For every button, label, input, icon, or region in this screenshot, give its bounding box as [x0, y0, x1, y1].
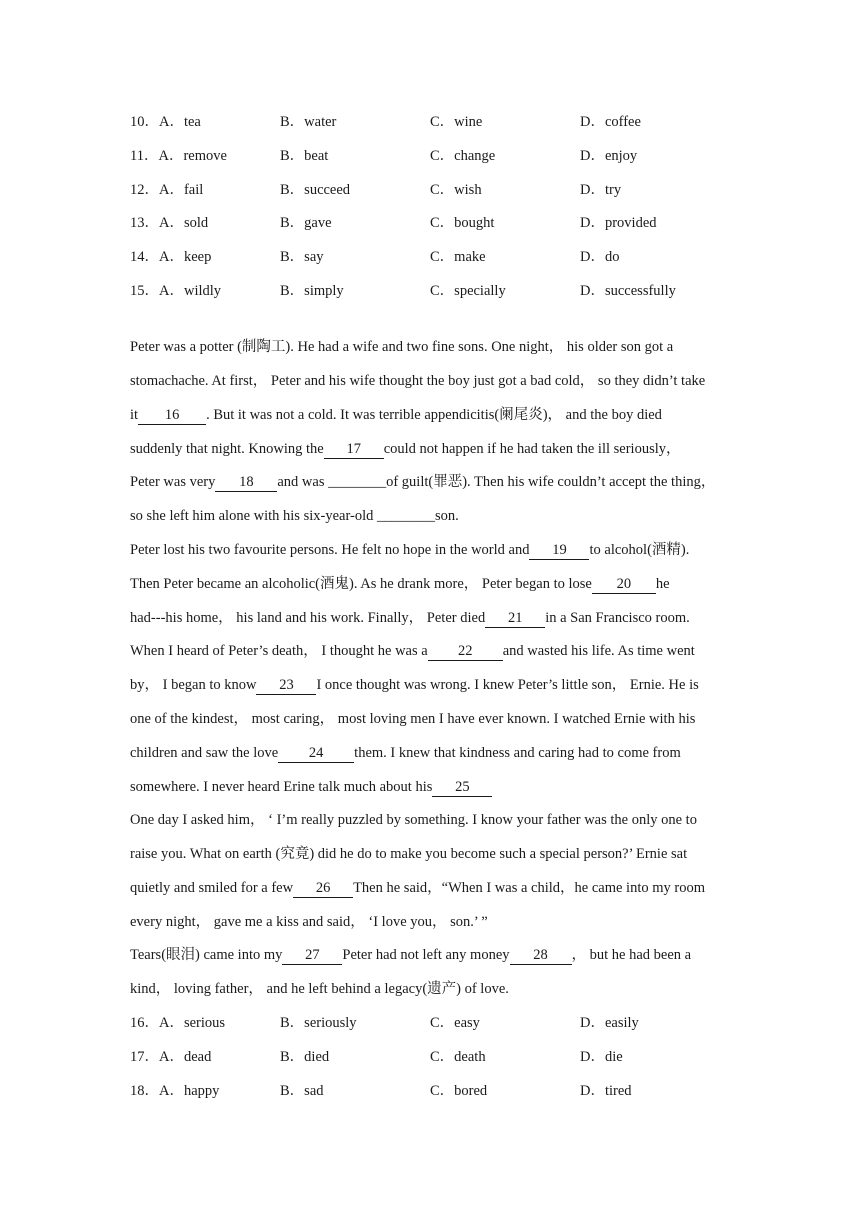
passage-line: suddenly that night. Knowing the 17 could not happen if he had taken the ill seriously，	[130, 441, 681, 457]
option-b: B．succeed	[280, 182, 351, 198]
option-d: D．do	[580, 249, 620, 265]
blank-19[interactable]: 19	[529, 542, 589, 560]
blank-25[interactable]: 25	[432, 779, 492, 797]
question-options-15	[130, 281, 750, 301]
blank-24[interactable]: 24	[278, 745, 354, 763]
option-b: B．died	[280, 1049, 330, 1065]
option-d: D．tired	[580, 1083, 632, 1099]
option-d: D．coffee	[580, 114, 641, 130]
blank-26[interactable]: 26	[293, 880, 353, 898]
question-options-14	[130, 247, 750, 267]
option-c: C．bought	[430, 215, 495, 231]
option-b: B．sad	[280, 1083, 324, 1099]
option-a: 11．A．remove	[130, 148, 227, 164]
passage-line: had---his home， his land and his work. Finally， Peter died 21 in a San Francisco room.	[130, 610, 690, 626]
passage-line: Then Peter became an alcoholic(酒鬼). As he drank more， Peter began to lose 20 he	[130, 576, 670, 592]
option-d: D．try	[580, 182, 622, 198]
option-c: C．make	[430, 249, 486, 265]
blank-20[interactable]: 20	[592, 576, 656, 594]
option-d: D．enjoy	[580, 148, 638, 164]
question-options-16	[130, 1013, 750, 1033]
passage-line: by， I began to know 23 I once thought was wrong. I knew Peter’s little son， Ernie. He is	[130, 677, 699, 693]
option-a: 13．A．sold	[130, 215, 209, 231]
option-b: B．beat	[280, 148, 329, 164]
option-a: 16．A．serious	[130, 1015, 226, 1031]
blank-18[interactable]: 18	[215, 474, 277, 492]
option-b: B．seriously	[280, 1015, 357, 1031]
passage-line: Peter was very 18 and was ________of guilt(罪恶). Then his wife couldn’t accept the thing，	[130, 474, 716, 490]
question-options-13	[130, 213, 750, 233]
option-d: D．die	[580, 1049, 623, 1065]
passage-line: raise you. What on earth (究竟) did he do to make you become such a special person?’ Ernie sat	[130, 846, 688, 862]
option-a: 12．A．fail	[130, 182, 204, 198]
passage-line: it 16 . But it was not a cold. It was terrible appendicitis(阑尾炎)， and the boy died	[130, 407, 662, 423]
option-a: 17．A．dead	[130, 1049, 212, 1065]
passage-line: children and saw the love 24 them. I knew that kindness and caring had to come from	[130, 745, 681, 761]
option-a: 18．A．happy	[130, 1083, 220, 1099]
passage-line: quietly and smiled for a few 26 Then he said，“When I was a child，he came into my room	[130, 880, 705, 896]
option-b: B．water	[280, 114, 337, 130]
passage-line: When I heard of Peter’s death， I thought he was a 22 and wasted his life. As time went	[130, 643, 695, 659]
blank-23[interactable]: 23	[256, 677, 316, 695]
option-c: C．death	[430, 1049, 486, 1065]
blank-17[interactable]: 17	[324, 441, 384, 459]
passage-line: Tears(眼泪) came into my 27 Peter had not left any money 28 ， but he had been a	[130, 947, 692, 963]
option-b: B．say	[280, 249, 324, 265]
passage-line: every night， gave me a kiss and said， ‘I love you， son.’ ”	[130, 914, 488, 930]
blank-22[interactable]: 22	[428, 643, 503, 661]
option-a: 10．A．tea	[130, 114, 201, 130]
blank-27[interactable]: 27	[282, 947, 342, 965]
option-c: C．change	[430, 148, 496, 164]
option-c: C．wine	[430, 114, 483, 130]
option-c: C．easy	[430, 1015, 480, 1031]
passage-line: somewhere. I never heard Erine talk much about his 25	[130, 777, 750, 797]
question-options-12	[130, 180, 750, 200]
blank-28[interactable]: 28	[510, 947, 572, 965]
question-options-18	[130, 1081, 750, 1101]
passage-line: Peter lost his two favourite persons. He felt no hope in the world and 19 to alcohol(酒精).	[130, 542, 690, 558]
option-c: C．specially	[430, 283, 506, 299]
passage-line: Peter was a potter (制陶工). He had a wife and two fine sons. One night， his older son got a	[130, 339, 674, 355]
blank-21[interactable]: 21	[485, 610, 545, 628]
option-b: B．gave	[280, 215, 332, 231]
option-c: C．bored	[430, 1083, 488, 1099]
blank-16[interactable]: 16	[138, 407, 206, 425]
passage-line: kind， loving father， and he left behind a legacy(遗产) of love.	[130, 981, 509, 997]
option-b: B．simply	[280, 283, 344, 299]
option-d: D．easily	[580, 1015, 639, 1031]
option-d: D．provided	[580, 215, 657, 231]
option-c: C．wish	[430, 182, 482, 198]
question-options-10	[130, 112, 750, 132]
option-a: 15．A．wildly	[130, 283, 222, 299]
question-options-17	[130, 1047, 750, 1067]
question-options-11	[130, 146, 750, 166]
passage-line: one of the kindest， most caring， most loving men I have ever known. I watched Ernie with his	[130, 711, 696, 727]
option-d: D．successfully	[580, 283, 676, 299]
passage-line: so she left him alone with his six-year-old ________son.	[130, 508, 459, 524]
passage-line: stomachache. At first， Peter and his wife thought the boy just got a bad cold， so they didn’t take	[130, 373, 706, 389]
option-a: 14．A．keep	[130, 249, 212, 265]
passage-line: One day I asked him， ‘ I’m really puzzled by something. I know your father was the only one to	[130, 812, 697, 828]
